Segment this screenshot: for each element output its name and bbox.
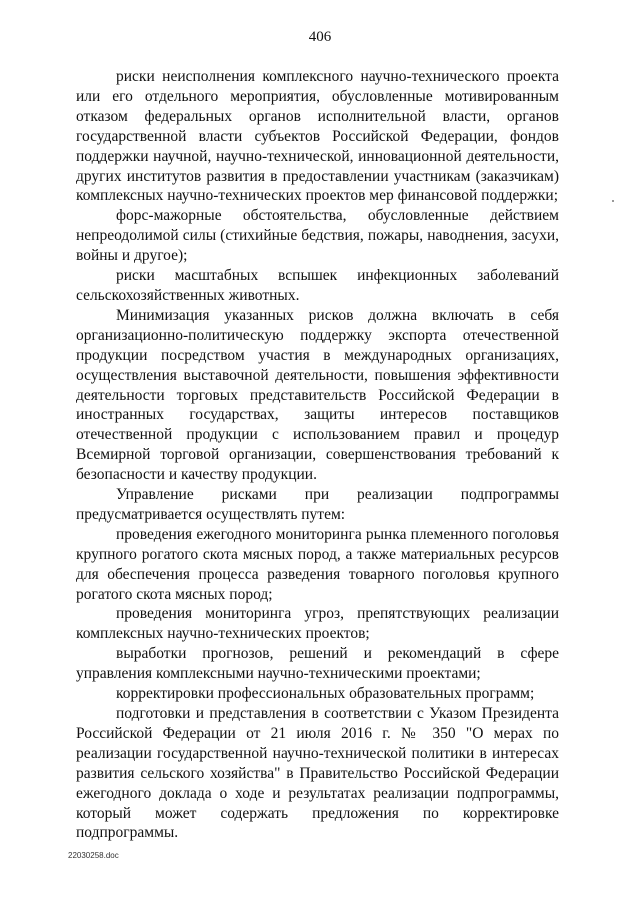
paragraph-education-programs: корректировки профессиональных образовательных программ; [116,685,535,703]
scan-speck [612,200,614,202]
document-body [76,67,559,843]
paragraph-monitoring-threats: проведения мониторинга угроз, препятствующих реализации комплексных научно-технических проектов; [76,605,559,643]
paragraph-forecasts: выработки прогнозов, решений и рекомендаций в сфере управления комплексными научно-техническими проектами; [76,645,559,683]
paragraph-risk-nonexecution: риски неисполнения комплексного научно-технического проекта или его отдельного мероприятия, обусловленные мотивированным отказом федеральных органов исполнительной власти, органов государственной власти субъектов Российской Федерации, фондов поддержки научной, научно-технической, инновационной деятельности, других институтов развития в предоставлении участникам (заказчикам) комплексных научно-технических проектов мер финансовой поддержки; [76,68,559,205]
paragraph-annual-report: подготовки и представления в соответствии с Указом Президента Российской Федерации от 21 июля 2016 г. № 350 "О мерах по реализации государственной научно-технической политики в интересах развития сельского хозяйства" в Правительство Российской Федерации ежегодного доклада о ходе и результатах реализации подпрограммы, который может содержать предложения по корректировке подпрограммы. [76,705,559,842]
paragraph-force-majeure: форс-мажорные обстоятельства, обусловленные действием непреодолимой силы (стихийные бедствия, пожары, наводнения, засухи, войны и другое); [76,207,559,265]
paragraph-infectious-outbreaks: риски масштабных вспышек инфекционных заболеваний сельскохозяйственных животных. [76,267,559,304]
document-file-code: 22030258.doc [68,851,119,860]
paragraph-monitoring-livestock: проведения ежегодного мониторинга рынка племенного поголовья крупного рогатого скота мясных пород, а также материальных ресурсов для обеспечения процесса разведения товарного поголовья крупного рогатого скота мясных пород; [76,525,559,603]
paragraph-minimization: Минимизация указанных рисков должна включать в себя организационно-политическую поддержку экспорта отечественной продукции посредством участия в международных организациях, осуществления выставочной деятельности, повышения эффективности деятельности торговых представительств Российской Федерации в иностранных государствах, защиты интересов поставщиков отечественной продукции с использованием правил и процедур Всемирной торговой организации, совершенствования требований к безопасности и качеству продукции. [76,306,559,484]
page-number: 406 [308,29,332,45]
paragraph-risk-management: Управление рисками при реализации подпрограммы предусматривается осуществлять путем: [76,486,559,523]
